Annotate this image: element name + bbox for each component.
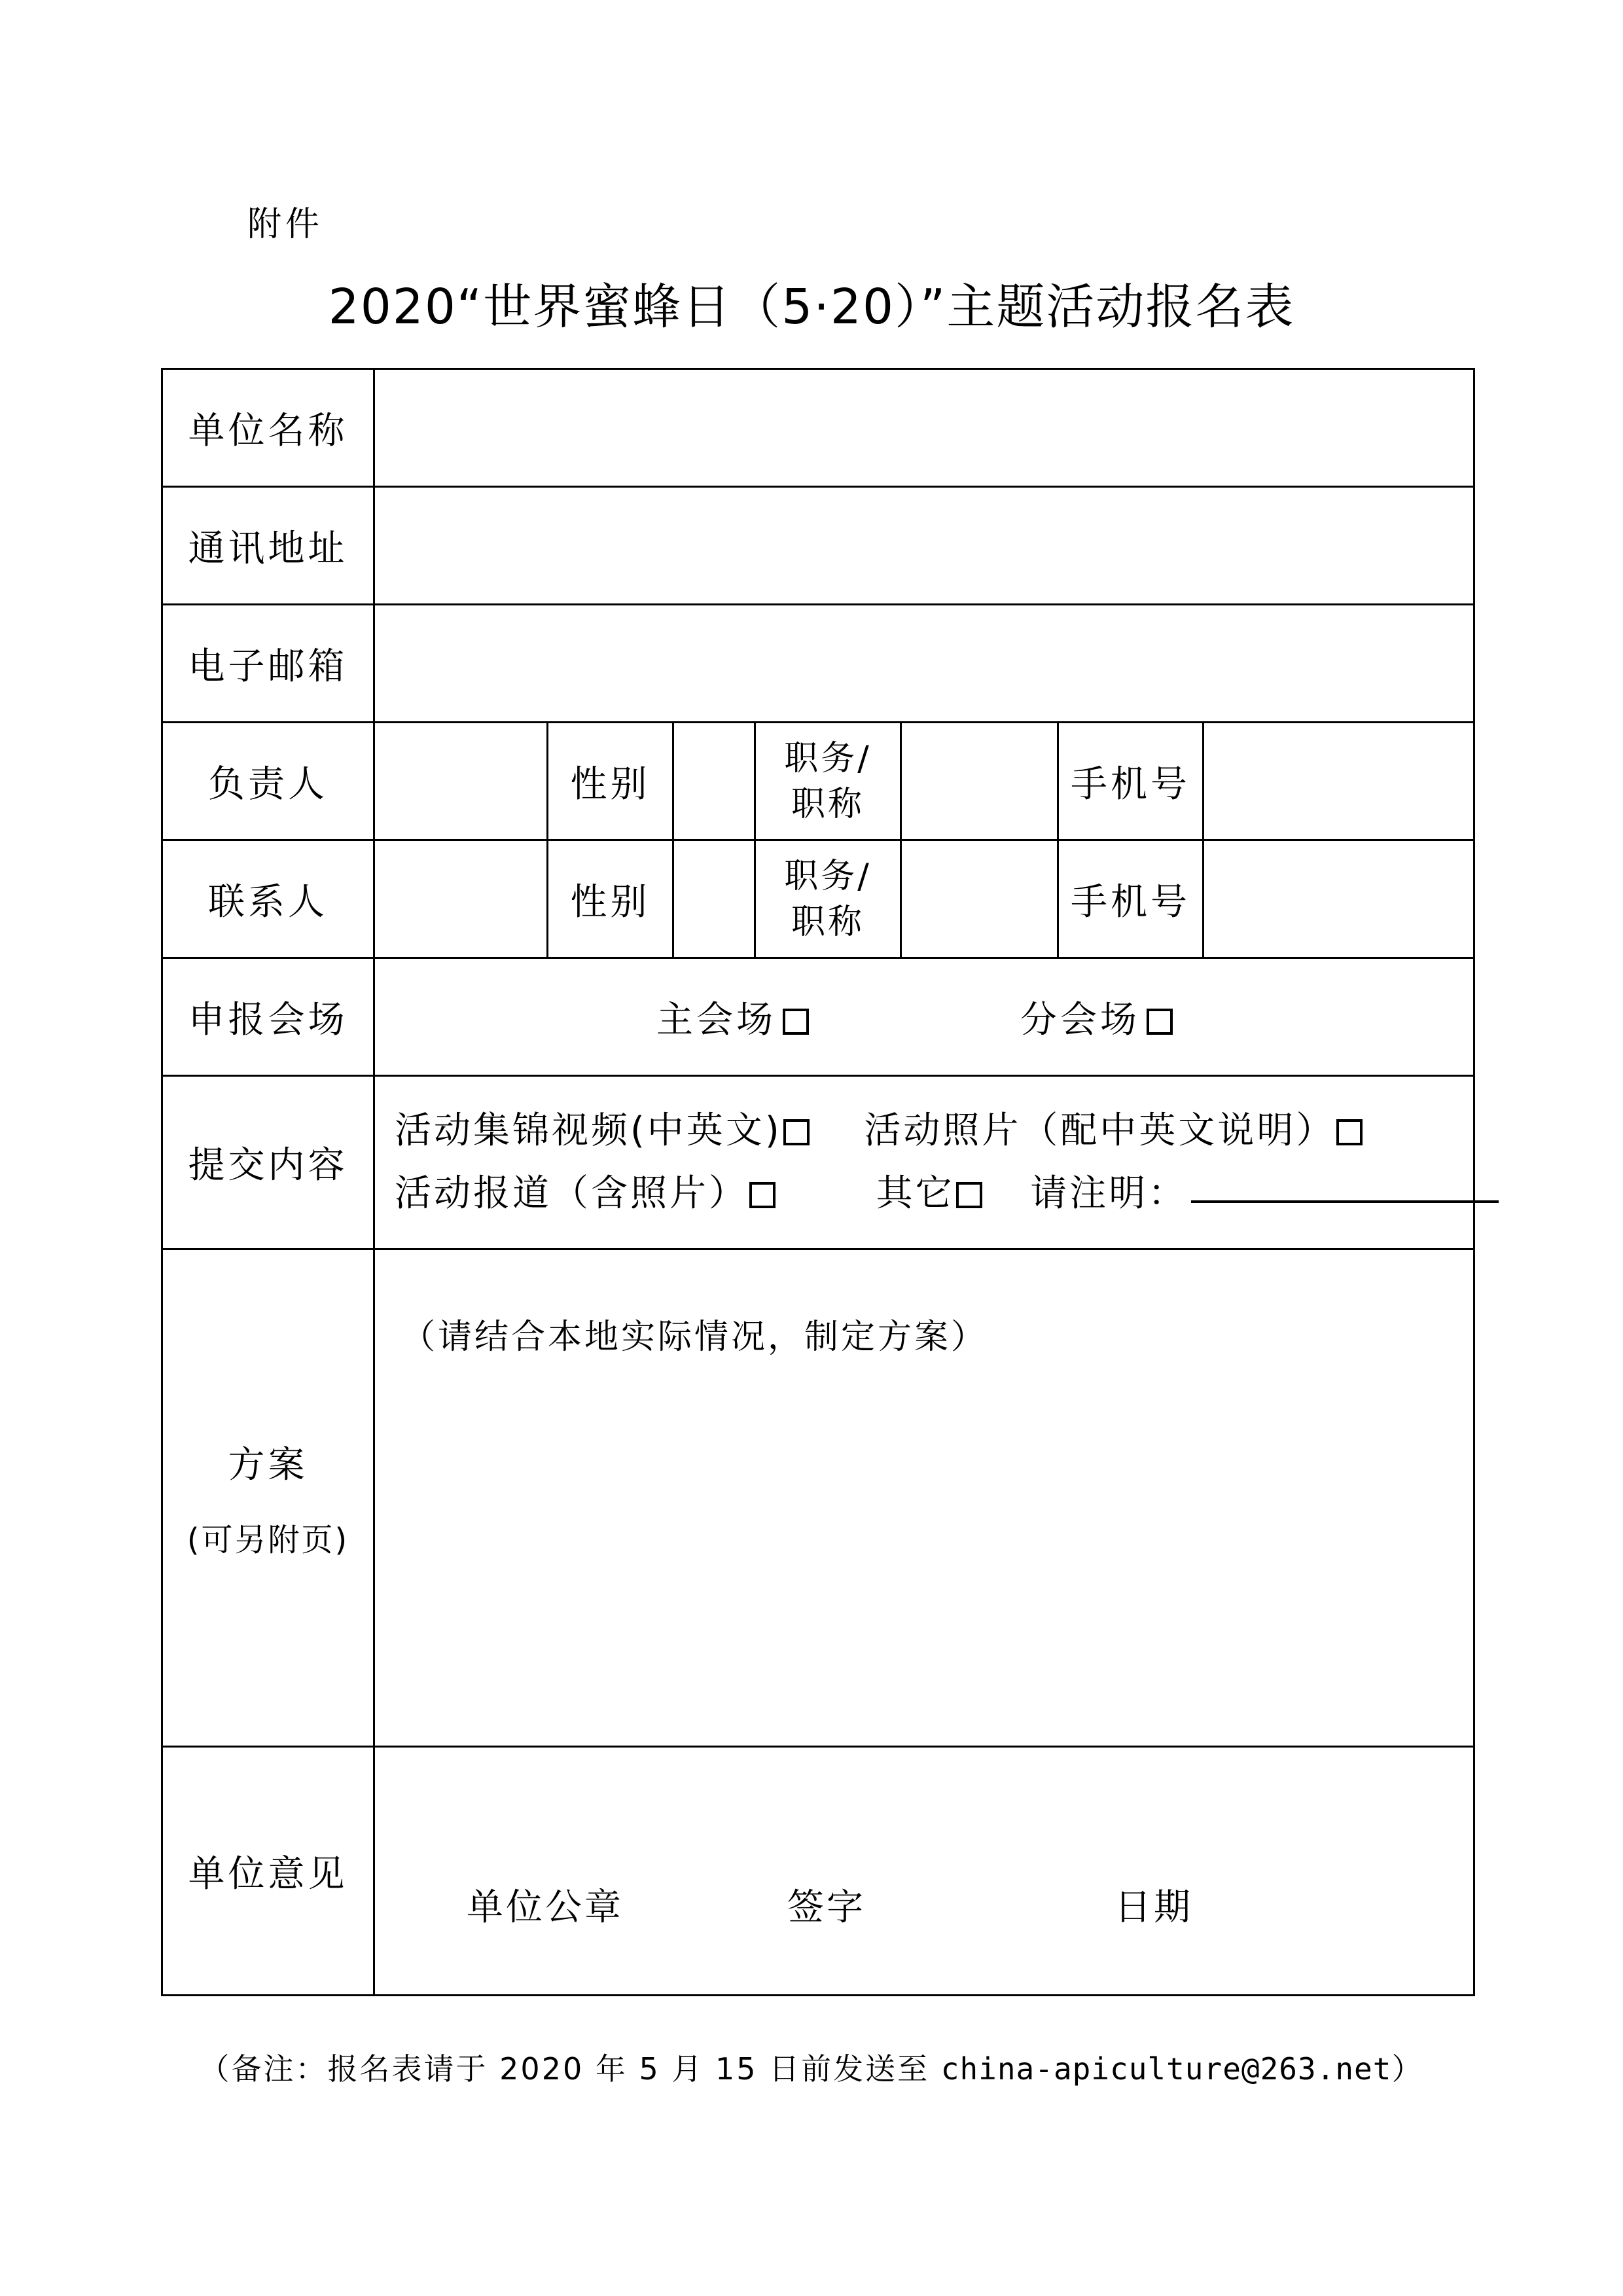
video-checkbox[interactable] — [783, 1119, 810, 1145]
sub-venue-option[interactable]: 分会场 — [1020, 991, 1173, 1043]
email-label: 电子邮箱 — [162, 605, 374, 723]
seal-label: 单位公章 — [467, 1886, 624, 1929]
other-option[interactable]: 其它 — [876, 1172, 982, 1215]
registration-form — [161, 368, 1475, 1996]
contact-position-label: 职务/ 职称 — [755, 840, 901, 958]
page-title: 2020“世界蜜蜂日（5·20）”主题活动报名表 — [328, 279, 1295, 335]
specify-line[interactable] — [1191, 1162, 1499, 1203]
unit-name-label: 单位名称 — [162, 369, 374, 487]
contact-phone-label: 手机号 — [1058, 840, 1204, 958]
leader-label: 负责人 — [162, 723, 374, 840]
leader-phone-field[interactable] — [1204, 723, 1474, 840]
main-venue-checkbox[interactable] — [783, 1009, 809, 1035]
leader-phone-label: 手机号 — [1058, 723, 1204, 840]
venue-options — [374, 958, 1474, 1076]
address-field[interactable] — [374, 487, 1474, 605]
other-checkbox[interactable] — [956, 1182, 982, 1208]
date-label: 日期 — [1115, 1886, 1193, 1929]
plan-field[interactable] — [374, 1249, 1474, 1747]
video-option[interactable]: 活动集锦视频(中英文) — [395, 1109, 810, 1152]
unit-name-field[interactable] — [374, 369, 1474, 487]
signature-label: 签字 — [787, 1886, 866, 1929]
contact-name-field[interactable] — [374, 840, 548, 958]
submit-content-label: 提交内容 — [162, 1076, 374, 1249]
submit-content-options — [374, 1076, 1474, 1249]
contact-label: 联系人 — [162, 840, 374, 958]
leader-position-field[interactable] — [901, 723, 1058, 840]
plan-hint: （请结合本地实际情况，制定方案） — [401, 1318, 988, 1357]
leader-gender-field[interactable] — [673, 723, 755, 840]
footer-note: （备注：报名表请于 2020 年 5 月 15 日前发送至 china-apiculture@263.net） — [199, 2051, 1424, 2087]
leader-gender-label: 性别 — [548, 723, 673, 840]
photos-checkbox[interactable] — [1336, 1119, 1363, 1145]
main-venue-option[interactable]: 主会场 — [656, 991, 809, 1043]
report-option[interactable]: 活动报道（含照片） — [395, 1172, 776, 1215]
leader-name-field[interactable] — [374, 723, 548, 840]
specify-label: 请注明： — [1030, 1172, 1188, 1215]
contact-gender-field[interactable] — [673, 840, 755, 958]
sub-venue-checkbox[interactable] — [1147, 1009, 1173, 1035]
photos-option[interactable]: 活动照片（配中英文说明） — [864, 1109, 1363, 1152]
contact-phone-field[interactable] — [1204, 840, 1474, 958]
attachment-label: 附件 — [247, 205, 324, 244]
venue-label: 申报会场 — [162, 958, 374, 1076]
report-checkbox[interactable] — [749, 1182, 776, 1208]
address-label: 通讯地址 — [162, 487, 374, 605]
submit-options-line-2 — [375, 1162, 1473, 1225]
plan-label: 方案 — [228, 1444, 308, 1486]
contact-position-field[interactable] — [901, 840, 1058, 958]
submit-options-line-1 — [375, 1100, 1473, 1162]
contact-email: china-apiculture@263.net — [940, 2051, 1392, 2087]
plan-label-cell — [162, 1249, 374, 1747]
opinion-label: 单位意见 — [162, 1747, 374, 1996]
leader-position-label: 职务/ 职称 — [755, 723, 901, 840]
email-field[interactable] — [374, 605, 1474, 723]
plan-sublabel: (可另附页) — [187, 1522, 349, 1558]
opinion-field[interactable] — [374, 1747, 1474, 1996]
contact-gender-label: 性别 — [548, 840, 673, 958]
